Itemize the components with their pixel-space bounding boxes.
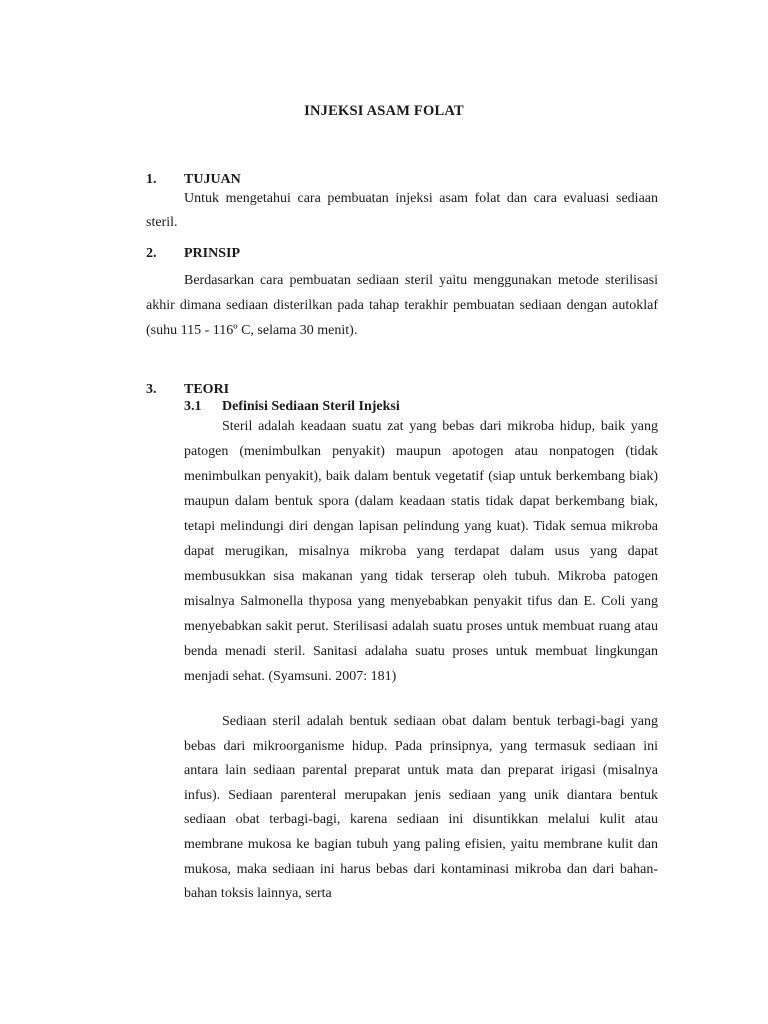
- section-title: TUJUAN: [184, 172, 241, 187]
- section-heading-prinsip: [146, 246, 240, 262]
- teori-paragraph-2: Sediaan steril adalah bentuk sediaan obat dalam bentuk terbagi-bagi yang bebas dari mikroorganisme hidup. Pada prinsipnya, yang termasuk sediaan ini antara lain sediaan parental preparat untuk mata dan preparat irigasi (misalnya infus). Sediaan parenteral merupakan jenis sediaan yang unik diantara bentuk sediaan obat terbagi-bagi, karena sediaan ini disuntikkan melalui kulit atau membrane mukosa ke bagian tubuh yang paling efisien, yaitu membrane kulit dan mukosa, maka sediaan ini harus bebas dari kontaminasi mikroba dan dari bahan-bahan toksis lainnya, serta: [184, 714, 658, 902]
- prinsip-paragraph: Berdasarkan cara pembuatan sediaan steril yaitu menggunakan metode sterilisasi akhir dimana sediaan disterilkan pada tahap terakhir pembuatan sediaan dengan autoklaf (suhu 115 - 116º C, selama 30 menit).: [146, 273, 658, 338]
- section-heading-tujuan: [146, 172, 241, 188]
- section-number: 2.: [146, 246, 157, 261]
- subsection-title: Definisi Sediaan Steril Injeksi: [222, 399, 400, 414]
- section-heading-teori: [146, 382, 229, 398]
- document-title: INJEKSI ASAM FOLAT: [304, 103, 464, 119]
- subsection-heading: [184, 399, 400, 415]
- subsection-number: 3.1: [184, 399, 202, 414]
- teori-paragraph-1: Steril adalah keadaan suatu zat yang bebas dari mikroba hidup, baik yang patogen (menimbulkan penyakit) maupun apotogen atau nonpatogen (tidak menimbulkan penyakit), baik dalam bentuk vegetatif (siap untuk berkembang biak) maupun dalam bentuk spora (dalam keadaan statis tidak dapat berkembang biak, tetapi melindungi diri dengan lapisan pelindung yang kuat). Tidak semua mikroba dapat merugikan, misalnya mikroba yang terdapat dalam usus yang dapat membusukkan sisa makanan yang tidak terserap oleh tubuh. Mikroba patogen misalnya Salmonella thyposa yang menyebabkan penyakit tifus dan E. Coli yang menyebabkan sakit perut. Sterilisasi adalah suatu proses untuk membuat ruang atau benda menadi steril. Sanitasi adalaha suatu proses untuk membuat lingkungan menjadi sehat. (Syamsuni. 2007: 181): [184, 419, 658, 684]
- tujuan-paragraph: Untuk mengetahui cara pembuatan injeksi asam folat dan cara evaluasi sediaan steril.: [146, 191, 658, 230]
- section-title: PRINSIP: [184, 246, 241, 261]
- section-number: 1.: [146, 172, 157, 187]
- section-number: 3.: [146, 382, 157, 397]
- section-title: TEORI: [184, 382, 230, 397]
